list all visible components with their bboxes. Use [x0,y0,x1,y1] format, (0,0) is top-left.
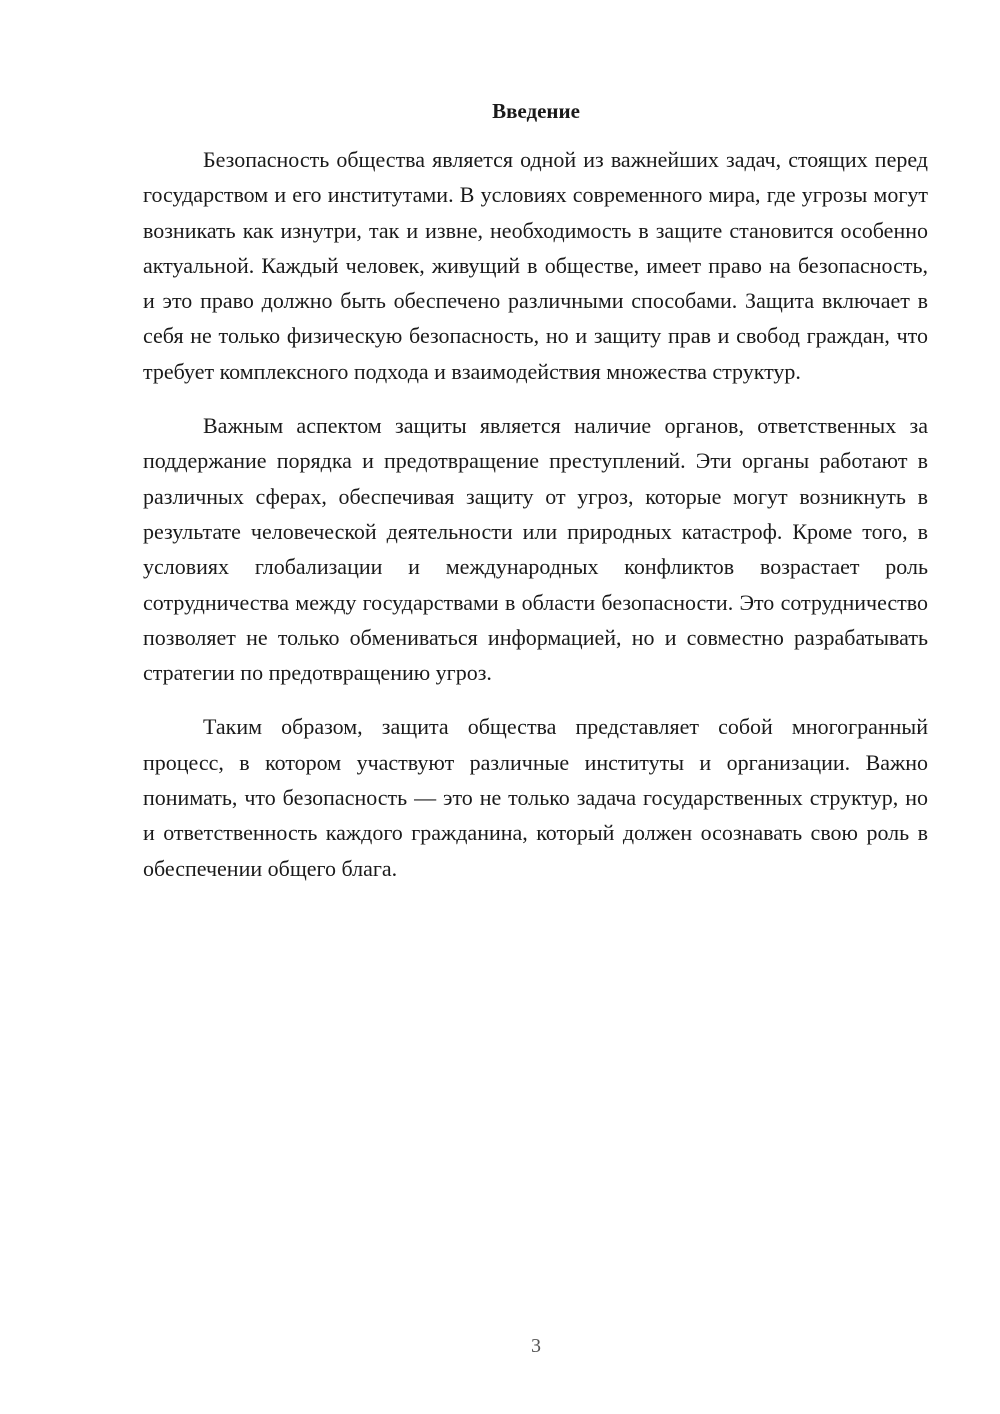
body-text [143,142,928,905]
paragraph-2: Важным аспектом защиты является наличие органов, ответственных за поддержание порядка и предотвращение преступлений. Эти органы работают в различных сферах, обеспечивая защиту от угроз, которые могут возникнуть в результате человеческой деятельности или природных катастроф. Кроме того, в условиях глобализации и международных конфликтов возрастает роль сотрудничества между государствами в области безопасности. Это сотрудничество позволяет не только обмениваться информацией, но и совместно разрабатывать стратегии по предотвращению угроз. [143,413,928,686]
paragraph-3: Таким образом, защита общества представляет собой многогранный процесс, в котором участвуют различные институты и организации. Важно понимать, что безопасность — это не только задача государственных структур, но и ответственность каждого гражданина, который должен осознавать свою роль в обеспечении общего блага. [143,714,928,881]
paragraph-1: Безопасность общества является одной из важнейших задач, стоящих перед государством и его институтами. В условиях современного мира, где угрозы могут возникать как изнутри, так и извне, необходимость в защите становится особенно актуальной. Каждый человек, живущий в обществе, имеет право на безопасность, и это право должно быть обеспечено различными способами. Защита включает в себя не только физическую безопасность, но и защиту прав и свобод граждан, что требует комплексного подхода и взаимодействия множества структур. [143,147,928,384]
section-title: Введение [492,99,580,123]
page-number: 3 [531,1335,541,1357]
